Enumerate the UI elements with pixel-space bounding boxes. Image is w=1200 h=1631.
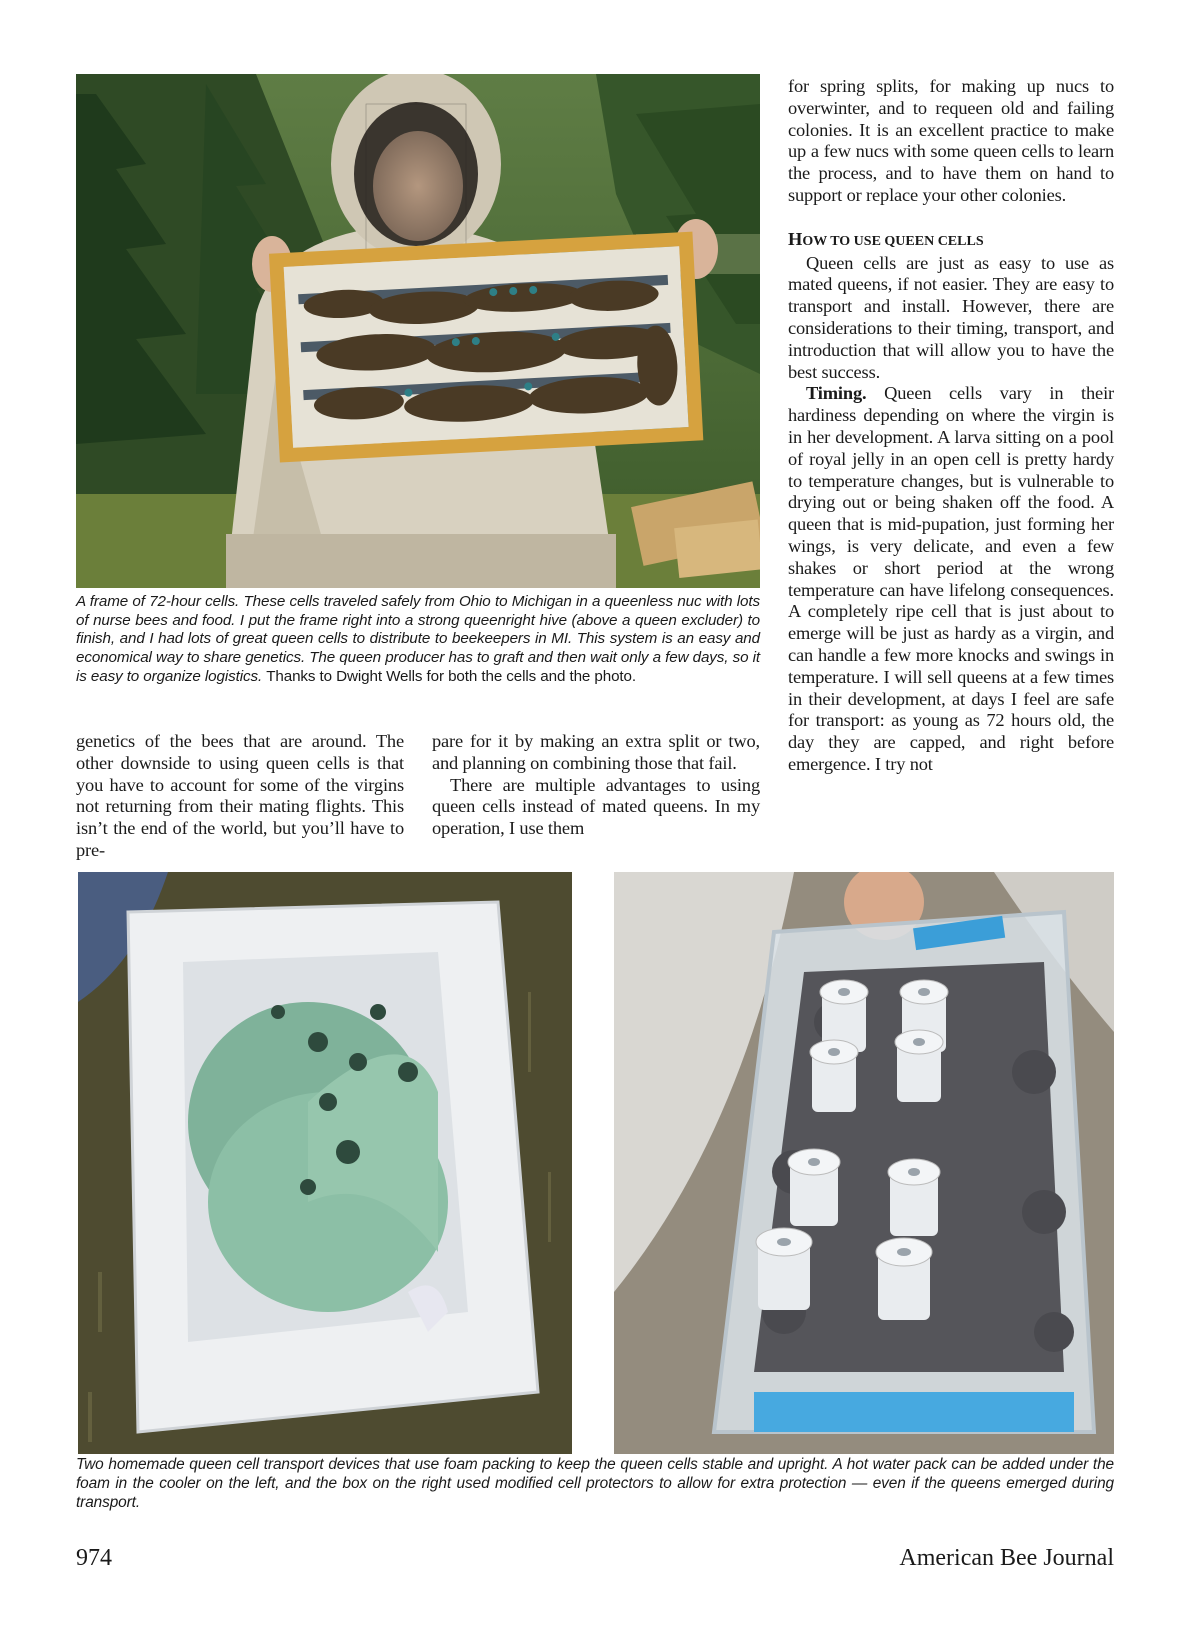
column-middle bbox=[432, 731, 760, 840]
frame-photo-illustration bbox=[76, 74, 760, 588]
paragraph-middle-1: pare for it by making an extra split or two, and planning on combining those that fail. bbox=[432, 731, 760, 773]
photo-credit: Thanks to Dwight Wells for both the cells and the photo. bbox=[266, 667, 637, 685]
paragraph-right-3-text: Queen cells vary in their hardiness depending on where the virgin is in her development. A larva sitting on a pool of royal jelly in an open cell is pretty hardy to temperature changes, but is vulnerable to drying out or being shaken off the food. A queen that is mid-pupation, just forming her wings, is very delicate, and even a few shakes or short period at the wrong temperature can have lifelong consequences. A completely ripe cell that is just about to emerge will be just as hardy as a virgin, and can handle a few more knocks and swings in temperature. I will sell queens at a few times in their development, at days I feel are safe for transport: as young as 72 hours old, the day they are capped, and right before emergence. I try not bbox=[788, 383, 1114, 774]
photo-cooler-transport bbox=[78, 872, 572, 1454]
paragraph-right-3 bbox=[788, 383, 1114, 775]
column-left bbox=[76, 731, 404, 862]
figure-caption-top-text: A frame of 72-hour cells. These cells traveled safely from Ohio to Michigan in a queenless nuc with lots of nurse bees and food. I put the frame right into a strong queenright hive (above a queen excluder) to finish, and I had lots of great queen cells to distribute to beekeepers in MI. This system is an easy and economical way to share genetics. The queen producer has to graft and then wait only a few days, so it is easy to organize logistics. bbox=[76, 593, 760, 685]
section-heading bbox=[788, 229, 1114, 253]
photo-cell-protector-box bbox=[614, 872, 1114, 1454]
section-heading-initial: H bbox=[788, 228, 803, 249]
section-heading-smallcaps: OW TO USE QUEEN CELLS bbox=[802, 233, 984, 249]
column-right bbox=[788, 76, 1114, 776]
journal-name: American Bee Journal bbox=[899, 1545, 1114, 1571]
cooler-photo-illustration bbox=[78, 872, 572, 1454]
paragraph-right-1: for spring splits, for making up nucs to overwinter, and to requeen old and failing colonies. It is an excellent practice to make up a few nucs with some queen cells to learn the process, and to have them on hand to support or replace your other colonies. bbox=[788, 76, 1114, 205]
paragraph-right-2: Queen cells are just as easy to use as mated queens, if not easier. They are easy to transport and install. However, there are considerations to their timing, transport, and introduction that will allow you to have the best success. bbox=[788, 252, 1114, 382]
figure-caption-top bbox=[76, 593, 760, 687]
photo-queen-cell-frame bbox=[76, 74, 760, 588]
cell-box-photo-illustration bbox=[614, 872, 1114, 1454]
page-number: 974 bbox=[76, 1545, 112, 1571]
paragraph-left: genetics of the bees that are around. The other downside to using queen cells is that you have to account for some of the virgins not returning from their mating flights. This isn’t the end of the world, but you’ll have to pre- bbox=[76, 731, 404, 860]
figure-caption-bottom: Two homemade queen cell transport devices that use foam packing to keep the queen cells stable and upright. A hot water pack can be added under the foam in the cooler on the left, and the box on the right used modified cell protectors to allow for extra protection — even if the queens emerged during transport. bbox=[76, 1456, 1114, 1511]
timing-runin-heading: Timing. bbox=[806, 383, 867, 404]
paragraph-middle-2: There are multiple advantages to using queen cells instead of mated queens. In my operation, I use them bbox=[432, 774, 760, 839]
